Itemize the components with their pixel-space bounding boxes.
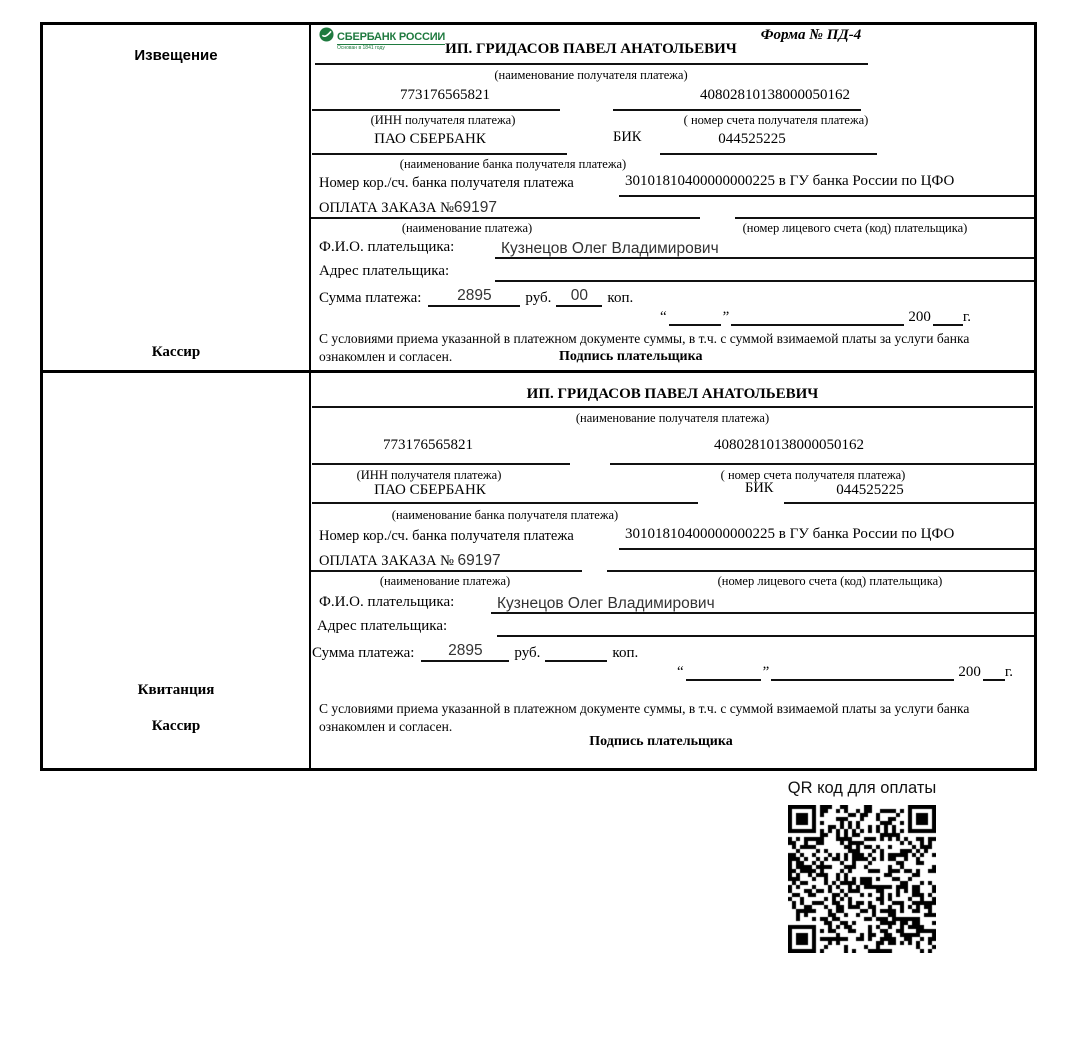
payer-name-label: Ф.И.О. плательщика: xyxy=(319,239,455,255)
field-underline xyxy=(312,502,698,504)
side-label-cashier: Кассир xyxy=(151,718,201,734)
sum-kop-value xyxy=(545,641,607,662)
field-underline xyxy=(497,635,1034,637)
quote-open: “ xyxy=(660,309,667,325)
qr-payment-block xyxy=(762,779,962,953)
caption-bank: (наименование банка получателя платежа) xyxy=(399,157,627,171)
signature-label: Подпись плательщика xyxy=(559,349,703,364)
consent-text-line2: ознакомлен и согласен. xyxy=(319,349,453,364)
quote-close: ” xyxy=(722,309,730,325)
receipt-content xyxy=(311,373,1034,768)
notice-section xyxy=(43,25,1034,370)
side-label-receipt: Квитанция xyxy=(137,682,215,698)
signature-label: Подпись плательщика xyxy=(589,734,733,749)
rub-unit: руб. xyxy=(525,290,552,306)
recipient-name: ИП. ГРИДАСОВ ПАВЕЛ АНАТОЛЬЕВИЧ xyxy=(526,386,819,402)
quote-close: ” xyxy=(762,664,770,680)
consent-text-line1: С условиями приема указанной в платежном документе суммы, в т.ч. с суммой взимаемой платы за услуги банка xyxy=(319,701,970,716)
sum-label: Сумма платежа: xyxy=(319,290,422,306)
date-month-underline xyxy=(731,308,904,326)
sum-kop-value: 00 xyxy=(556,286,602,307)
inn-value: 773176565821 xyxy=(383,437,473,453)
field-underline xyxy=(312,406,1033,408)
sberbank-logo-text: СБЕРБАНК РОССИИ xyxy=(337,31,446,43)
field-underline xyxy=(311,217,700,219)
caption-recipient: (наименование получателя платежа) xyxy=(494,68,688,82)
consent-text-line1: С условиями приема указанной в платежном документе суммы, в т.ч. с суммой взимаемой платы за услуги банка xyxy=(319,331,970,346)
payment-name xyxy=(319,199,497,217)
field-underline xyxy=(312,463,570,465)
payment-name xyxy=(319,552,501,570)
account-value: 40802810138000050162 xyxy=(700,87,850,103)
payer-address-label: Адрес плательщика: xyxy=(319,263,450,279)
year-suffix: г. xyxy=(962,309,972,325)
caption-payment: (наименование платежа) xyxy=(401,221,533,235)
field-underline xyxy=(610,463,1034,465)
date-line xyxy=(675,663,1013,681)
receipt-section xyxy=(43,370,1034,768)
field-underline xyxy=(315,63,868,65)
bik-label: БИК xyxy=(745,480,774,496)
notice-left-column xyxy=(43,25,311,370)
caption-account: ( номер счета получателя платежа) xyxy=(720,468,906,482)
payment-name-label: ОПЛАТА ЗАКАЗА № xyxy=(319,553,454,569)
sum-row xyxy=(319,286,633,307)
payer-name-value: Кузнецов Олег Владимирович xyxy=(497,595,715,612)
year-suffix: г. xyxy=(1004,664,1014,680)
payer-name-value: Кузнецов Олег Владимирович xyxy=(501,240,719,257)
date-line xyxy=(658,308,971,326)
caption-bank: (наименование банка получателя платежа) xyxy=(391,508,619,522)
field-underline xyxy=(619,548,1034,550)
caption-inn: (ИНН получателя платежа) xyxy=(356,468,502,482)
side-label-notice: Извещение xyxy=(134,47,218,64)
field-underline xyxy=(735,217,1034,219)
field-underline xyxy=(660,153,877,155)
notice-content xyxy=(311,25,1034,370)
order-number: 69197 xyxy=(453,199,498,216)
field-underline xyxy=(495,280,1034,282)
corr-account-value: 30101810400000000225 в ГУ банка России по ЦФО xyxy=(625,526,955,542)
bik-label: БИК xyxy=(613,129,642,145)
inn-value: 773176565821 xyxy=(400,87,490,103)
rub-unit: руб. xyxy=(514,645,541,661)
bik-value: 044525225 xyxy=(836,482,904,498)
bik-value: 044525225 xyxy=(718,131,786,147)
field-underline xyxy=(784,502,1034,504)
sum-row xyxy=(312,641,638,662)
caption-payment: (наименование платежа) xyxy=(379,574,511,588)
date-year-underline xyxy=(983,663,1005,681)
bank-name: ПАО СБЕРБАНК xyxy=(374,131,486,147)
sum-label: Сумма платежа: xyxy=(312,645,415,661)
kop-unit: коп. xyxy=(607,290,634,306)
caption-account: ( номер счета получателя платежа) xyxy=(683,113,869,127)
sberbank-logo-tagline: Основан в 1841 году xyxy=(337,45,385,51)
qr-code-image xyxy=(788,805,936,953)
corr-account-label: Номер кор./сч. банка получателя платежа xyxy=(319,175,574,191)
caption-recipient: (наименование получателя платежа) xyxy=(575,411,770,425)
sum-rub-value: 2895 xyxy=(421,641,509,662)
bank-name: ПАО СБЕРБАНК xyxy=(374,482,486,498)
corr-account-label: Номер кор./сч. банка получателя платежа xyxy=(319,528,574,544)
receipt-left-column xyxy=(43,373,311,768)
field-underline xyxy=(607,570,1034,572)
account-value: 40802810138000050162 xyxy=(714,437,864,453)
caption-inn: (ИНН получателя платежа) xyxy=(370,113,516,127)
kop-unit: коп. xyxy=(612,645,639,661)
corr-account-value: 30101810400000000225 в ГУ банка России по ЦФО xyxy=(625,173,955,189)
field-underline xyxy=(495,257,1034,259)
payment-form-table xyxy=(40,22,1037,771)
field-underline xyxy=(311,570,582,572)
caption-personal-account: (номер лицевого счета (код) плательщика) xyxy=(717,574,943,588)
caption-personal-account: (номер лицевого счета (код) плательщика) xyxy=(742,221,968,235)
date-year-underline xyxy=(933,308,963,326)
field-underline xyxy=(619,195,1034,197)
field-underline xyxy=(312,109,560,111)
year-prefix: 200 xyxy=(908,309,931,325)
form-number: Форма № ПД-4 xyxy=(760,27,862,43)
side-label-cashier: Кассир xyxy=(151,344,201,360)
year-prefix: 200 xyxy=(958,664,981,680)
date-day-underline xyxy=(686,663,761,681)
field-underline xyxy=(312,153,567,155)
date-month-underline xyxy=(771,663,954,681)
payer-name-label: Ф.И.О. плательщика: xyxy=(319,594,455,610)
recipient-name: ИП. ГРИДАСОВ ПАВЕЛ АНАТОЛЬЕВИЧ xyxy=(445,41,737,57)
field-underline xyxy=(491,612,1034,614)
field-underline xyxy=(613,109,861,111)
payment-name-label: ОПЛАТА ЗАКАЗА № xyxy=(319,200,454,216)
payer-address-label: Адрес плательщика: xyxy=(317,618,448,634)
quote-open: “ xyxy=(677,664,684,680)
date-day-underline xyxy=(669,308,721,326)
consent-text-line2: ознакомлен и согласен. xyxy=(319,719,453,734)
qr-title: QR код для оплаты xyxy=(787,779,937,797)
sum-rub-value: 2895 xyxy=(428,286,520,307)
order-number: 69197 xyxy=(457,552,501,569)
